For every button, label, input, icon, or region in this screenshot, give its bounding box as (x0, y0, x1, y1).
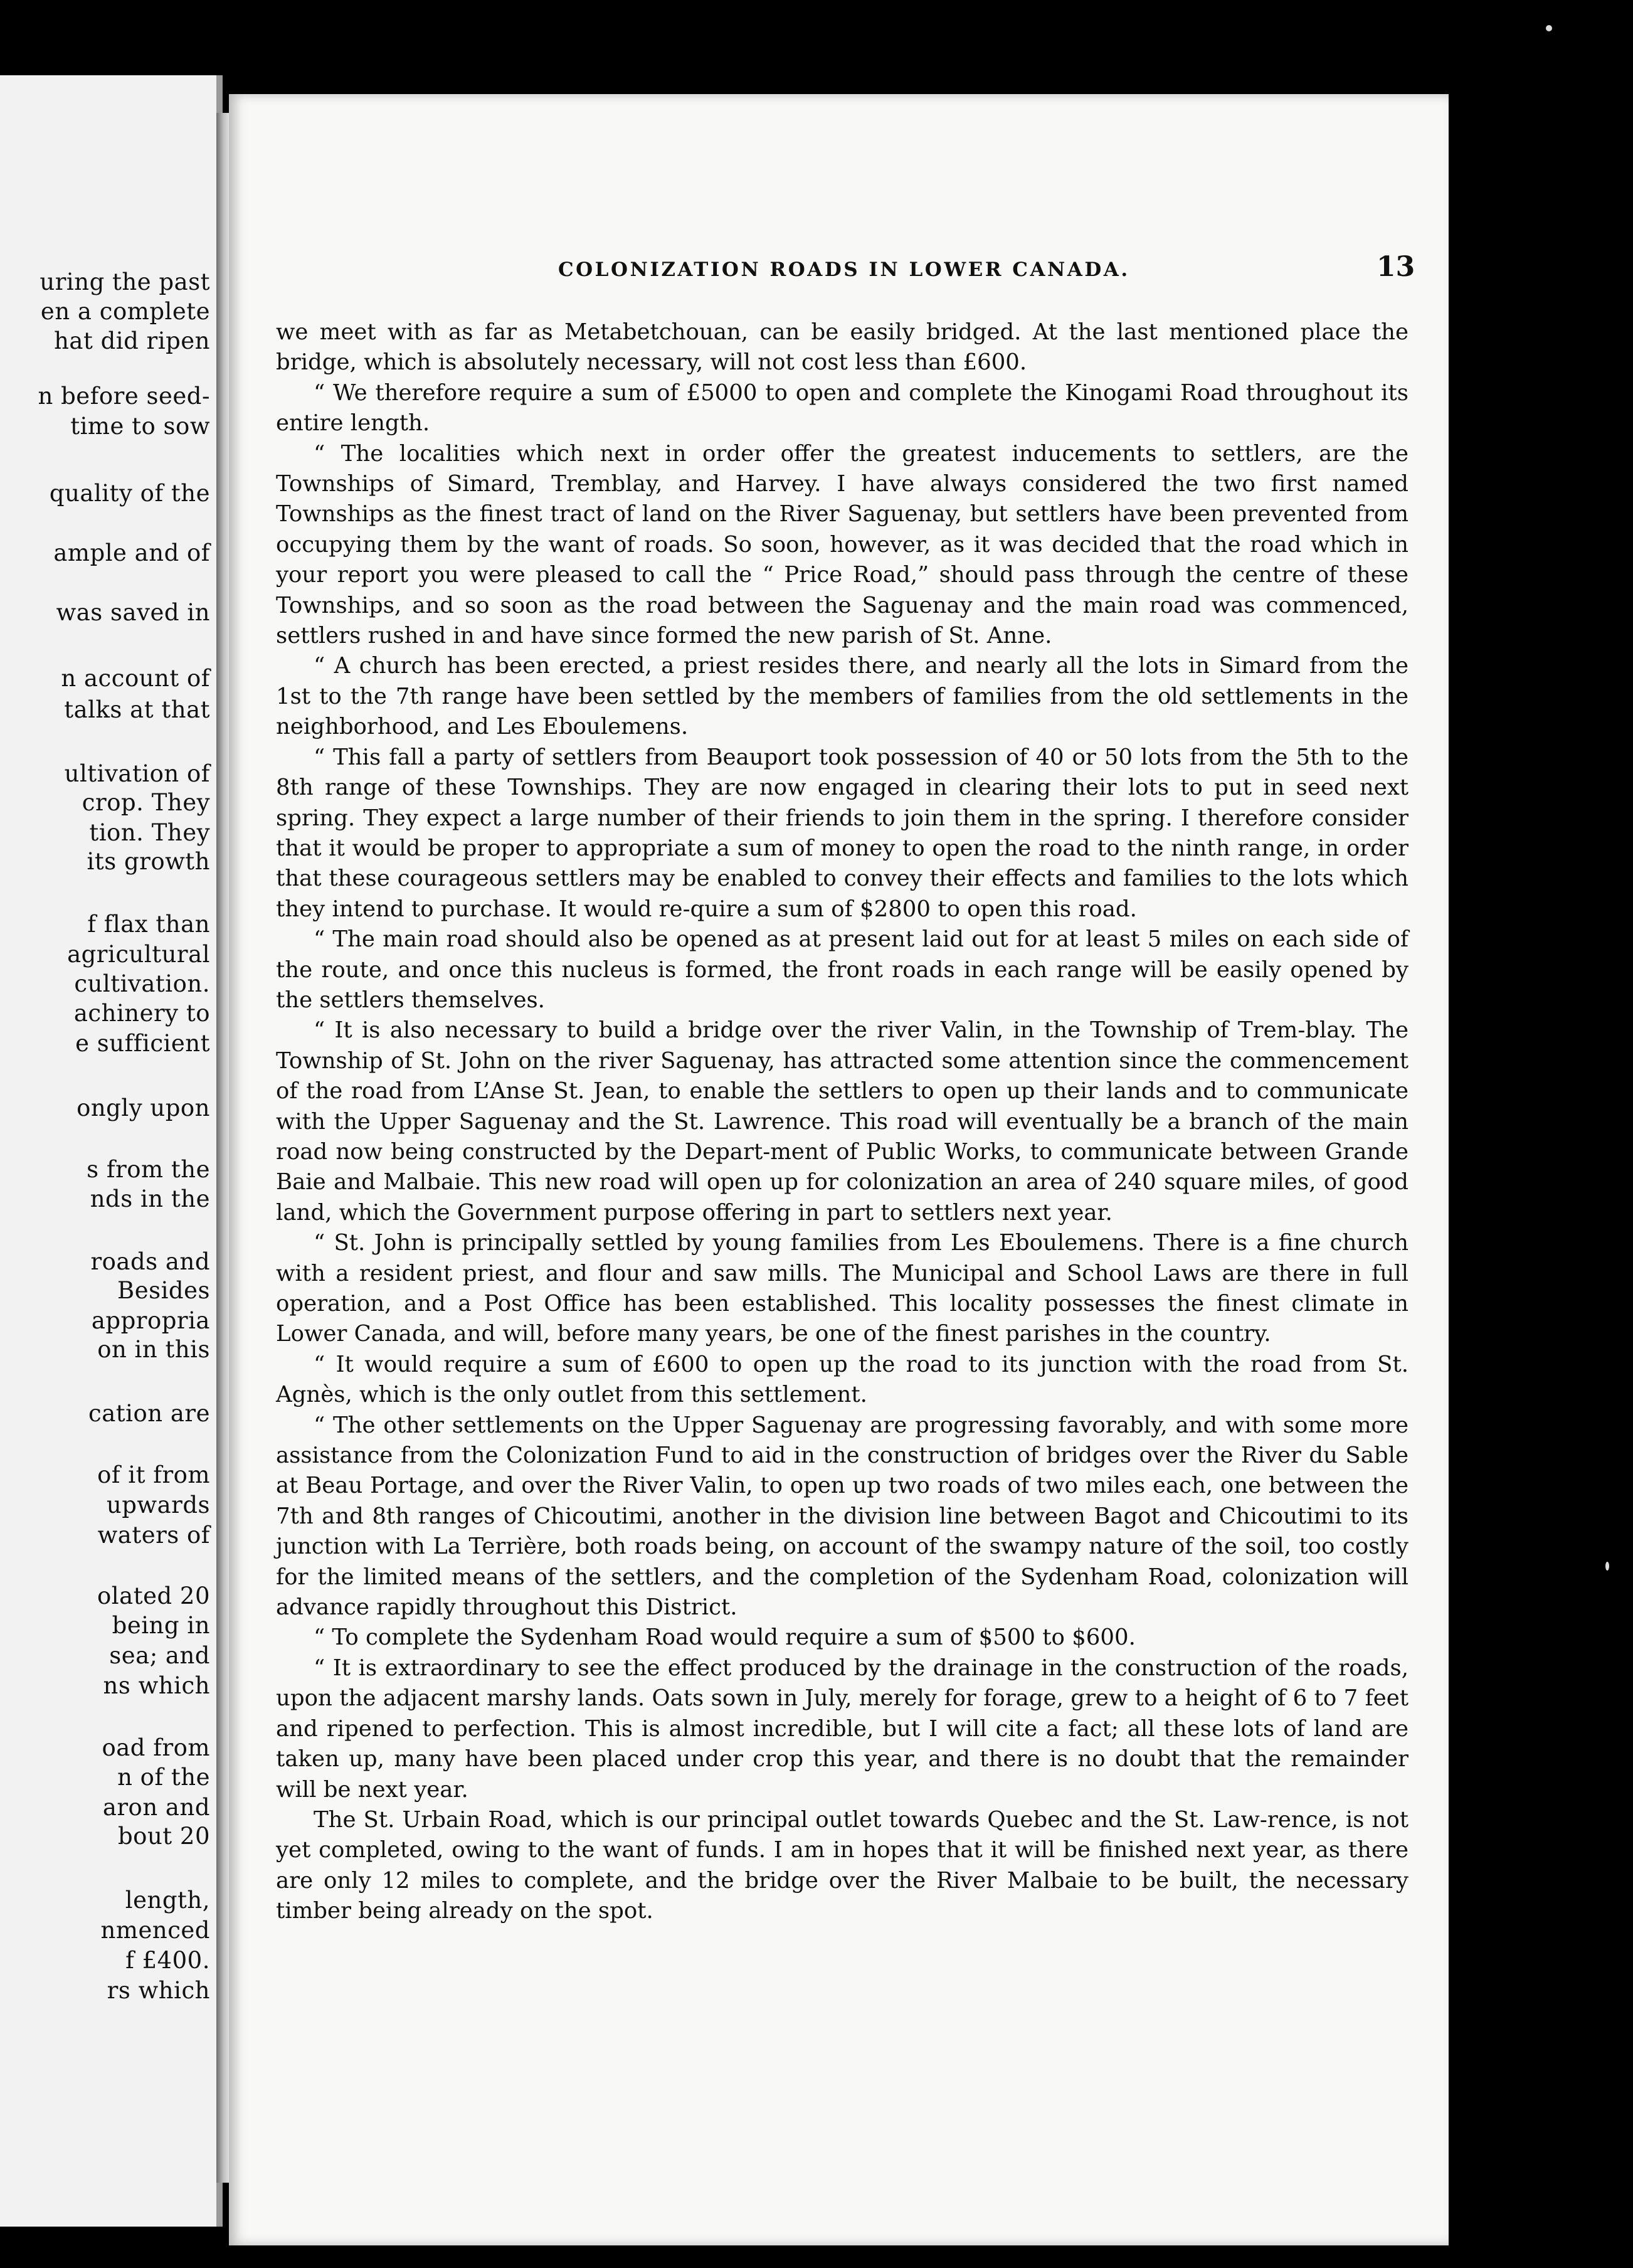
body-paragraph: “ The localities which next in order offer the greatest inducements to settlers, are the Townships of Simard, Tremblay, and Harvey. I have always considered the two first named Townships as the finest tract of land on the River Saguenay, but settlers have been prevented from occupying them by the want of roads. So soon, however, as it was decided that the road which in your report you were pleased to call the “ Price Road,” should pass through the centre of these Townships, and so soon as the road between the Saguenay and the main road was commenced, settlers rushed in and have since formed the new parish of St. Anne. (276, 440, 1408, 649)
left-page-line: of it from (97, 1461, 210, 1488)
left-page-line: s from the (87, 1156, 210, 1183)
left-page-line: Besides (117, 1277, 210, 1304)
left-page-line: crop. They (82, 789, 210, 816)
left-page-line: ultivation of (64, 760, 210, 787)
page-number: 13 (1377, 251, 1415, 283)
left-page-line: ongly upon (77, 1094, 210, 1121)
left-page-line: nds in the (90, 1185, 210, 1212)
left-page-line: length, (125, 1887, 210, 1914)
body-paragraph: “ This fall a party of settlers from Beauport took possession of 40 or 50 lots from the 5th to the 8th range of these Townships. They are now engaged in clearing their lots to put in seed next spring. They expect a large number of their friends to join them in the spring. I therefore consider that it would be proper to appropriate a sum of money to open the road to the ninth range, in order that these courageous settlers may be enabled to convey their effects and families to the lots which they intend to purchase. It would re-quire a sum of $2800 to open this road. (276, 744, 1408, 922)
left-page-line: uring the past (40, 268, 210, 295)
left-page-line: waters of (97, 1522, 210, 1549)
left-page-line: ns which (103, 1672, 210, 1699)
body-paragraph: “ St. John is principally settled by young families from Les Eboulemens. There is a fine church with a resident priest, and flour and saw mills. The Municipal and School Laws are there in full operation, and a Post Office has been established. This locality possesses the finest climate in Lower Canada, and will, before many years, be one of the finest parishes in the country. (276, 1230, 1408, 1347)
left-page-line: n of the (117, 1764, 210, 1791)
left-page-line: roads and (90, 1248, 210, 1275)
body-paragraph: The St. Urbain Road, which is our principal outlet towards Quebec and the St. Law-rence, is not yet completed, owing to the want of funds. I am in hopes that it will be finished next year, as there are only 12 miles to complete, and the bridge over the River Malbaie to be built, the necessary timber being already on the spot. (276, 1806, 1408, 1924)
left-page-line: being in (112, 1612, 210, 1639)
scan-speck (1546, 25, 1552, 31)
body-paragraph: “ To complete the Sydenham Road would require a sum of $500 to $600. (314, 1624, 1136, 1651)
left-page-line: talks at that (64, 696, 210, 723)
facing-page-left (0, 75, 223, 2227)
left-page-line: hat did ripen (54, 327, 210, 354)
body-paragraph: “ The other settlements on the Upper Saguenay are progressing favorably, and with some more assistance from the Colonization Fund to aid in the construction of bridges over the River du Sable at Beau Portage, and over the River Valin, to open up two roads of two miles each, one between the 7th and 8th ranges of Chicoutimi, another in the division line between Bagot and Chicoutimi to its junction with La Terrière, both roads being, on account of the swampy nature of the soil, too costly for the limited means of the settlers, and the completion of the Sydenham Road, colonization will advance rapidly throughout this District. (276, 1412, 1408, 1621)
left-page-line: n account of (61, 665, 210, 692)
left-page-line: time to sow (70, 413, 210, 440)
left-page-line: sea; and (109, 1642, 210, 1669)
left-page-line: rs which (107, 1977, 210, 2004)
left-page-line: f £400. (125, 1947, 210, 1974)
body-paragraph: “ We therefore require a sum of £5000 to open and complete the Kinogami Road throughout its entire length. (276, 379, 1408, 437)
left-page-line: was saved in (56, 599, 210, 626)
page-body (276, 317, 1408, 1927)
left-page-line: olated 20 (97, 1582, 210, 1609)
left-page-line: cation are (88, 1400, 210, 1427)
book-gutter (216, 113, 230, 2183)
left-page-line: bout 20 (117, 1823, 210, 1850)
left-page-line: en a complete (40, 298, 210, 325)
left-page-line: quality of the (49, 480, 210, 507)
body-paragraph: “ It is also necessary to build a bridge over the river Valin, in the Township of Trem-blay. The Township of St. John on the river Saguenay, has attracted some attention since the commencement of the road from L’Anse St. Jean, to enable the settlers to open up their lands and to communicate with the Upper Saguenay and the St. Lawrence. This road will eventually be a branch of the main road now being constructed by the Depart-ment of Public Works, to communicate between Grande Baie and Malbaie. This new road will open up for colonization an area of 240 square miles, of good land, which the Government purpose offering in part to settlers next year. (276, 1017, 1408, 1226)
scan-speck (1605, 1562, 1609, 1571)
body-paragraph: we meet with as far as Metabetchouan, can be easily bridged. At the last mentioned place the bridge, which is absolutely necessary, will not cost less than £600. (276, 319, 1408, 376)
left-page-line: appropria (91, 1307, 210, 1334)
left-page-line: its growth (87, 848, 210, 875)
left-page-line: nmenced (100, 1917, 210, 1944)
left-page-line: aron and (102, 1794, 210, 1821)
body-paragraph: “ A church has been erected, a priest resides there, and nearly all the lots in Simard from the 1st to the 7th range have been settled by the members of families from the old settlements in the neighborhood, and Les Eboulemens. (276, 653, 1408, 740)
left-page-line: cultivation. (74, 970, 210, 997)
body-paragraph: “ It would require a sum of £600 to open up the road to its junction with the road from St. Agnès, which is the only outlet from this settlement. (276, 1351, 1408, 1408)
body-paragraph: “ It is extraordinary to see the effect produced by the drainage in the construction of the roads, upon the adjacent marshy lands. Oats sown in July, merely for forage, grew to a height of 6 to 7 feet and ripened to perfection. This is almost incredible, but I will cite a fact; all these lots of land are taken up, many have been placed under crop this year, and there is no doubt that the remainder will be next year. (276, 1655, 1408, 1803)
left-page-line: ample and of (53, 539, 210, 566)
left-page-line: n before seed- (38, 383, 210, 410)
left-page-line: upwards (106, 1492, 210, 1518)
left-page-line: agricultural (67, 941, 210, 968)
left-page-line: f flax than (87, 911, 210, 938)
left-page-line: e sufficient (75, 1030, 210, 1057)
left-page-line: tion. They (89, 819, 210, 846)
left-page-line: on in this (97, 1336, 210, 1363)
body-paragraph: “ The main road should also be opened as at present laid out for at least 5 miles on each side of the route, and once this nucleus is formed, the front roads in each range will be easily opened by the settlers themselves. (276, 926, 1408, 1013)
left-page-line: achinery to (73, 1000, 210, 1027)
running-header: COLONIZATION ROADS IN LOWER CANADA. (558, 258, 1130, 281)
left-page-line: oad from (102, 1734, 210, 1761)
